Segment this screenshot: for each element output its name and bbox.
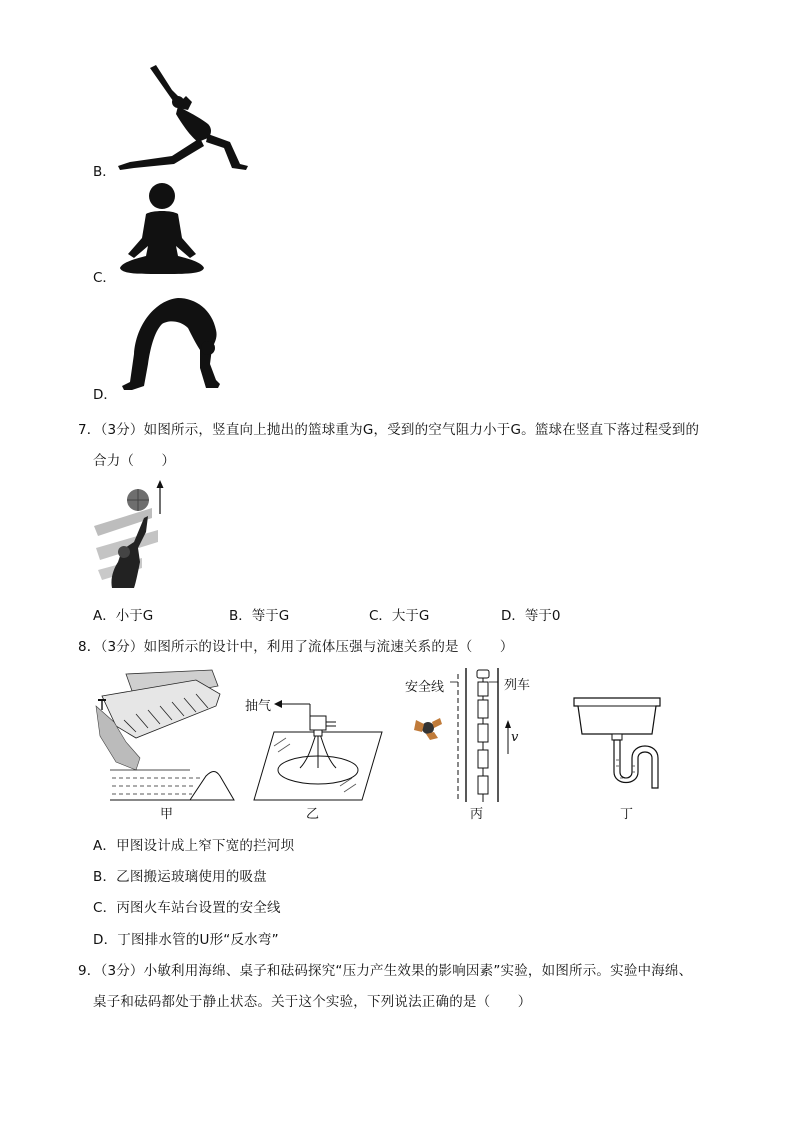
q8-stem-line1: 8．（3分）如图所示的设计中，利用了流体压强与流速关系的是（ ） (78, 639, 514, 655)
q7-stem-line1: 7．（3分）如图所示，竖直向上抛出的篮球重为G，受到的空气阻力小于G。篮球在竖直下落过程受到的 (78, 422, 700, 438)
figure-bing-caption: 丙 (470, 807, 484, 822)
velocity-label: v (511, 730, 519, 745)
option-c-label: C． (93, 270, 116, 286)
q9-stem-line1: 9．（3分）小敏利用海绵、桌子和砝码探究“压力产生效果的影响因素”实验，如图所示。实验中海绵、 (78, 963, 693, 979)
sink-u-trap-figure (572, 694, 664, 794)
suction-cup-glass-figure (254, 690, 382, 802)
q9-stem-line2: 桌子和砝码都处于静止状态。关于这个实验，下列说法正确的是（ ） (93, 994, 532, 1010)
q7-choice-b[interactable]: B．等于G (229, 608, 290, 624)
q7-choice-d[interactable]: D．等于0 (501, 608, 561, 624)
backbend-bridge-pose-figure (116, 294, 224, 394)
q7-choice-a[interactable]: A．小于G (93, 608, 154, 624)
dam-figure (96, 666, 236, 800)
figure-jia-caption: 甲 (160, 807, 174, 822)
q8-choice-d[interactable]: D．丁图排水管的U形“反水弯” (93, 932, 279, 948)
basketball-throw-figure (92, 478, 172, 590)
q8-choice-a[interactable]: A．甲图设计成上窄下宽的拦河坝 (93, 838, 295, 854)
option-d-label: D． (93, 387, 117, 403)
suction-label: 抽气 (245, 699, 272, 714)
q8-choice-c[interactable]: C．丙图火车站台设置的安全线 (93, 900, 281, 916)
q7-choice-c[interactable]: C．大于G (369, 608, 430, 624)
meditation-seated-figure (116, 182, 208, 278)
safety-line-label: 安全线 (405, 680, 445, 695)
q7-stem-line2: 合力（ ） (93, 453, 176, 469)
q8-choice-b[interactable]: B．乙图搬运玻璃使用的吸盘 (93, 869, 267, 885)
option-b-label: B． (93, 164, 116, 180)
train-label: 列车 (504, 678, 531, 693)
figure-yi-caption: 乙 (306, 807, 320, 822)
yoga-lunge-pose-figure (112, 62, 252, 174)
figure-ding-caption: 丁 (620, 807, 634, 822)
